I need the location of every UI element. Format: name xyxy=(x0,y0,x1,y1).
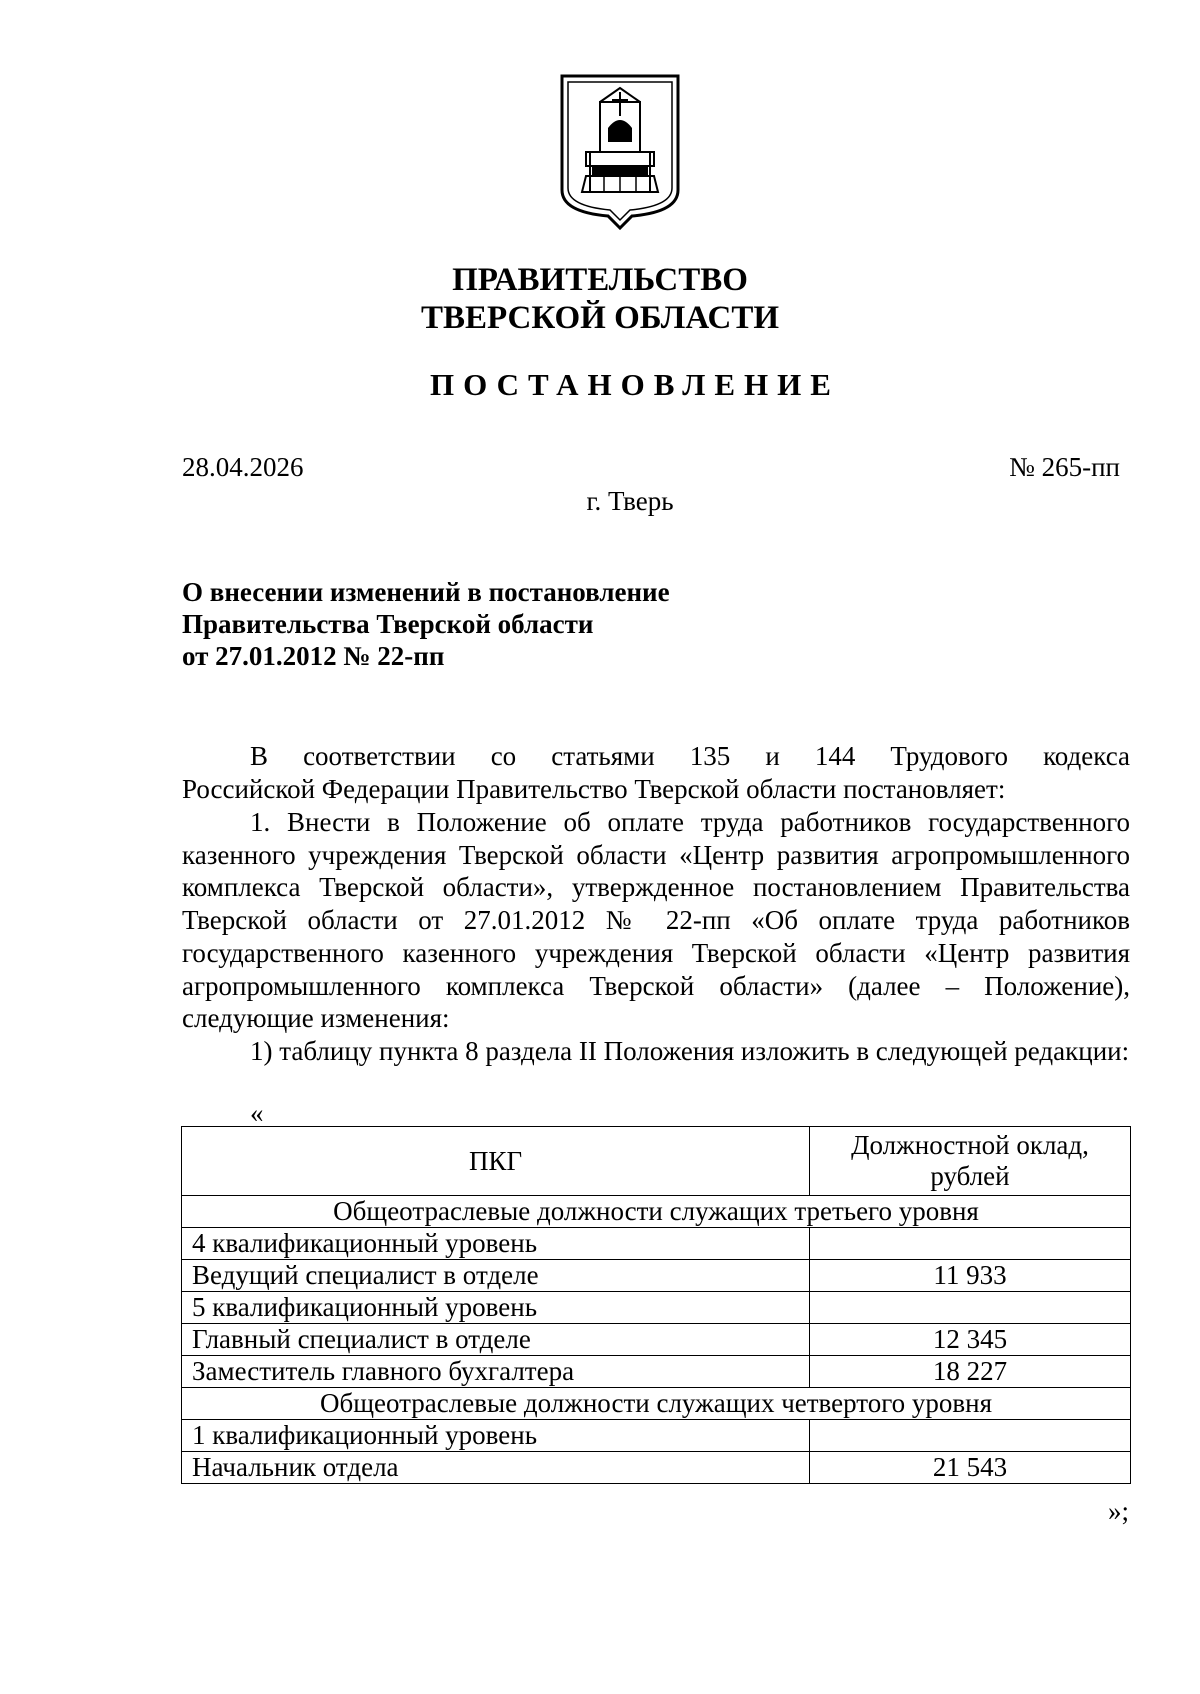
table-cell-name: Начальник отдела xyxy=(182,1452,810,1484)
document-city: г. Тверь xyxy=(586,486,674,516)
paragraph-item-1: 1. Внести в Положение об оплате труда работников государственного казенного учреждения Тверской области «Центр развития агропромышленного комплекса Тверской области», утвержденное постановлением Правительства Тверской области от 27.01.2012 № 22-пп «Об оплате труда работников государственного казенного учреждения Тверской области «Центр развития агропромышленного комплекса Тверской области» (далее – Положение), следующие изменения: xyxy=(182,807,1130,1034)
table-header-salary xyxy=(810,1127,1131,1196)
table-row xyxy=(182,1420,1131,1452)
table-cell-name: 5 квалификационный уровень xyxy=(182,1292,810,1324)
table-cell-value: 11 933 xyxy=(810,1260,1131,1292)
table-cell-value xyxy=(810,1420,1131,1452)
coat-of-arms-emblem xyxy=(556,72,684,230)
table-header-salary-line1: Должностной оклад, xyxy=(851,1130,1089,1160)
table-cell-value xyxy=(810,1292,1131,1324)
table-cell-name: Ведущий специалист в отделе xyxy=(182,1260,810,1292)
table-cell-value: 18 227 xyxy=(810,1356,1131,1388)
table-row xyxy=(182,1452,1131,1484)
paragraph-preamble-line1: В соответствии со статьями 135 и 144 Трудового кодекса xyxy=(250,741,1130,771)
table-cell-value xyxy=(810,1228,1131,1260)
org-name-line1: ПРАВИТЕЛЬСТВО xyxy=(452,262,748,298)
table-cell-name: 4 квалификационный уровень xyxy=(182,1228,810,1260)
table-group-title: Общеотраслевые должности служащих четвертого уровня xyxy=(182,1388,1131,1420)
table-header-salary-line2: рублей xyxy=(930,1161,1010,1191)
document-number: № 265-пп xyxy=(1009,452,1120,482)
table-row xyxy=(182,1292,1131,1324)
salary-table xyxy=(181,1126,1131,1484)
open-quote: « xyxy=(250,1098,264,1128)
table-cell-name: Главный специалист в отделе xyxy=(182,1324,810,1356)
paragraph-preamble-line2: Российской Федерации Правительство Тверской области постановляет: xyxy=(182,774,1006,804)
table-header-pkg: ПКГ xyxy=(182,1127,810,1196)
document-title xyxy=(182,576,670,672)
table-header-row xyxy=(182,1127,1131,1196)
table-row xyxy=(182,1324,1131,1356)
table-cell-value: 21 543 xyxy=(810,1452,1131,1484)
paragraph-subitem-1: 1) таблицу пункта 8 раздела II Положения изложить в следующей редакции: xyxy=(250,1036,1130,1066)
table-cell-name: Заместитель главного бухгалтера xyxy=(182,1356,810,1388)
title-line2: Правительства Тверской области xyxy=(182,609,594,639)
table-cell-value: 12 345 xyxy=(810,1324,1131,1356)
table-group-title: Общеотраслевые должности служащих третьего уровня xyxy=(182,1196,1131,1228)
table-row xyxy=(182,1356,1131,1388)
table-group-row xyxy=(182,1388,1131,1420)
table-row xyxy=(182,1260,1131,1292)
table-cell-name: 1 квалификационный уровень xyxy=(182,1420,810,1452)
table-group-row xyxy=(182,1196,1131,1228)
table-row xyxy=(182,1228,1131,1260)
document-type: ПОСТАНОВЛЕНИЕ xyxy=(430,367,840,402)
title-line1: О внесении изменений в постановление xyxy=(182,577,670,607)
close-quote: »; xyxy=(1108,1496,1130,1526)
org-name-line2: ТВЕРСКОЙ ОБЛАСТИ xyxy=(420,300,780,336)
title-line3: от 27.01.2012 № 22-пп xyxy=(182,641,445,671)
document-date: 28.04.2026 xyxy=(182,452,304,482)
